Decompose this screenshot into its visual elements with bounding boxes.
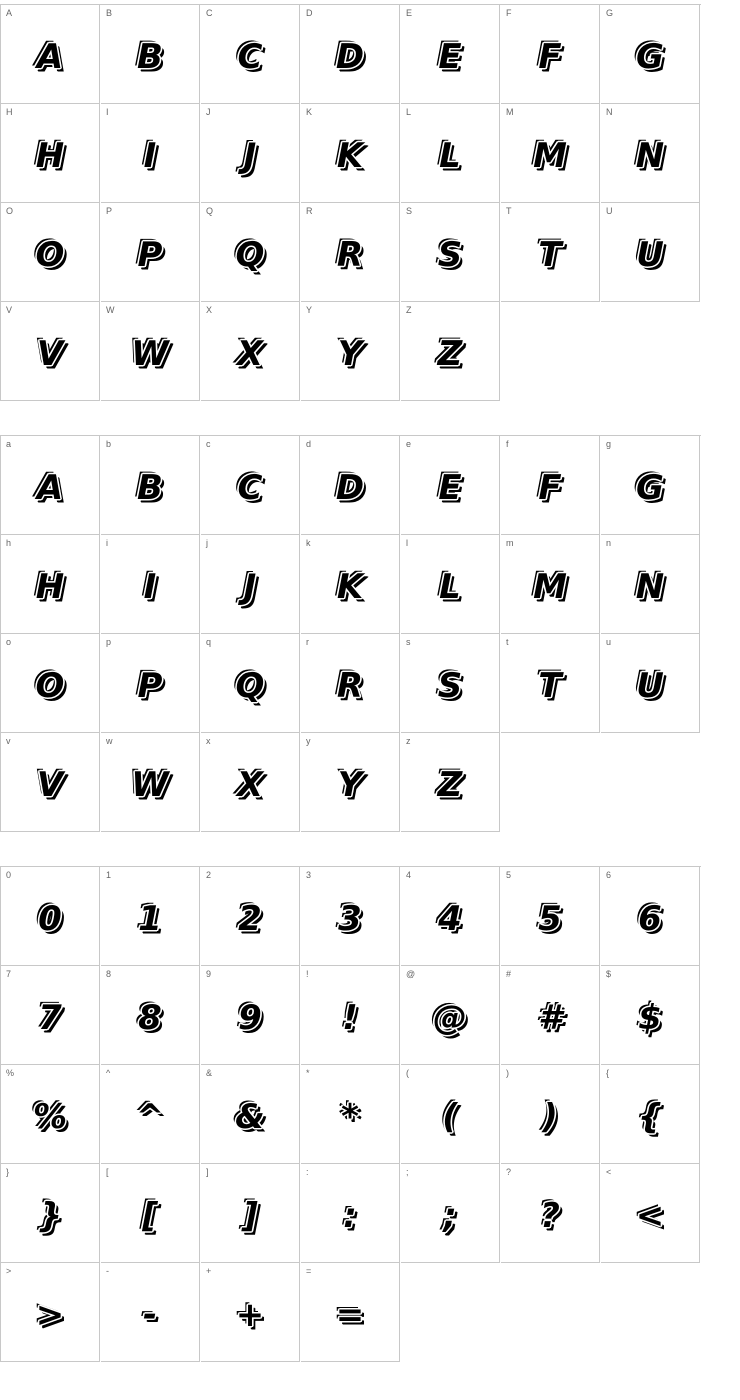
glyph-cell-label: h <box>6 538 12 548</box>
glyph-cell-label: 3 <box>306 870 312 880</box>
glyph-cell-label: b <box>106 439 112 449</box>
glyph-cell[interactable] <box>101 302 200 401</box>
glyph-cell-label: M <box>506 107 514 117</box>
glyph-cell-label: I <box>106 107 109 117</box>
glyph-cell-sample: : <box>343 1196 357 1236</box>
glyph-cell-label: J <box>206 107 211 117</box>
glyph-cell[interactable] <box>301 104 400 203</box>
glyph-cell[interactable] <box>401 1164 500 1263</box>
glyph-cell-label: } <box>6 1167 10 1177</box>
glyph-cell-label: E <box>406 8 413 18</box>
glyph-cell[interactable] <box>401 733 500 832</box>
glyph-cell[interactable] <box>501 634 600 733</box>
glyph-cell-label: @ <box>406 969 416 979</box>
glyph-cell-empty <box>601 733 700 832</box>
glyph-cell-sample: Q <box>235 235 265 275</box>
glyph-cell[interactable] <box>1 966 100 1065</box>
glyph-cell-label: e <box>406 439 412 449</box>
glyph-cell-label: 8 <box>106 969 112 979</box>
glyph-cell[interactable] <box>301 203 400 302</box>
glyph-cell-sample: # <box>538 998 562 1038</box>
glyph-cell[interactable] <box>1 867 100 966</box>
glyph-cell[interactable] <box>401 436 500 535</box>
glyph-cell-sample: P <box>137 666 163 706</box>
glyph-cell-sample: 6 <box>638 899 662 939</box>
glyph-cell[interactable] <box>1 5 100 104</box>
glyph-cell-sample: W <box>131 334 169 374</box>
glyph-cell[interactable] <box>101 1065 200 1164</box>
glyph-cell-sample: Q <box>235 666 265 706</box>
glyph-cell-label: 2 <box>206 870 212 880</box>
glyph-cell[interactable] <box>301 1065 400 1164</box>
glyph-cell-sample: Y <box>337 334 363 374</box>
glyph-cell[interactable] <box>101 634 200 733</box>
glyph-cell[interactable] <box>101 104 200 203</box>
glyph-cell-sample: 0 <box>38 899 62 939</box>
glyph-cell[interactable] <box>1 436 100 535</box>
glyph-cell[interactable] <box>501 5 600 104</box>
glyph-cell-sample: ; <box>443 1196 457 1236</box>
glyph-cell-label: 4 <box>406 870 412 880</box>
glyph-cell-label: { <box>606 1068 610 1078</box>
section-uppercase <box>0 4 740 401</box>
glyph-cell-label: S <box>406 206 413 216</box>
glyph-cell-label: g <box>606 439 612 449</box>
glyph-cell-empty <box>601 302 700 401</box>
glyph-cell-sample: 7 <box>38 998 62 1038</box>
glyph-cell-sample: > <box>35 1295 65 1335</box>
glyph-cell[interactable] <box>501 1065 600 1164</box>
glyph-cell-label: ] <box>206 1167 209 1177</box>
glyph-cell[interactable] <box>301 1164 400 1263</box>
glyph-cell-sample: ! <box>342 998 358 1038</box>
glyph-cell-label: 5 <box>506 870 512 880</box>
glyph-cell[interactable] <box>201 1164 300 1263</box>
glyph-cell-label: ? <box>506 1167 512 1177</box>
glyph-cell-sample: B <box>137 468 163 508</box>
glyph-cell[interactable] <box>1 1065 100 1164</box>
glyph-cell-sample: S <box>437 235 463 275</box>
glyph-cell[interactable] <box>401 634 500 733</box>
glyph-cell-sample: ) <box>542 1097 558 1137</box>
glyph-cell-sample: % <box>32 1097 68 1137</box>
glyph-cell[interactable] <box>201 1065 300 1164</box>
glyph-cell-label: s <box>406 637 411 647</box>
glyph-cell-sample: A <box>36 37 64 77</box>
glyph-cell-label: * <box>306 1068 310 1078</box>
glyph-cell-label: G <box>606 8 614 18</box>
glyph-cell-label: c <box>206 439 211 449</box>
glyph-cell[interactable] <box>1 203 100 302</box>
section-lowercase <box>0 435 740 832</box>
glyph-cell[interactable] <box>601 1065 700 1164</box>
glyph-cell[interactable] <box>501 1164 600 1263</box>
glyph-cell-sample: 5 <box>538 899 562 939</box>
glyph-cell-sample: H <box>35 567 65 607</box>
glyph-cell-label: ^ <box>106 1068 111 1078</box>
glyph-cell[interactable] <box>501 203 600 302</box>
glyph-cell-label: N <box>606 107 613 117</box>
glyph-cell-sample: D <box>335 468 365 508</box>
glyph-cell-label: ! <box>306 969 309 979</box>
glyph-cell-label: i <box>106 538 108 548</box>
glyph-cell[interactable] <box>1 1263 100 1362</box>
glyph-cell[interactable] <box>501 966 600 1065</box>
glyph-cell-sample: L <box>439 567 461 607</box>
glyph-cell[interactable] <box>501 535 600 634</box>
glyph-cell-empty <box>501 302 600 401</box>
glyph-cell-label: R <box>306 206 313 216</box>
glyph-cell-sample: H <box>35 136 65 176</box>
glyph-cell-sample: U <box>636 666 664 706</box>
glyph-cell[interactable] <box>201 302 300 401</box>
glyph-cell[interactable] <box>1 634 100 733</box>
glyph-cell[interactable] <box>301 436 400 535</box>
glyph-cell-sample: * <box>341 1097 359 1137</box>
glyph-cell-label: P <box>106 206 113 216</box>
glyph-cell-sample: P <box>137 235 163 275</box>
glyph-cell-label: + <box>206 1266 212 1276</box>
glyph-cell-sample: D <box>335 37 365 77</box>
glyph-cell-sample: 9 <box>238 998 262 1038</box>
glyph-cell-sample: O <box>35 235 65 275</box>
glyph-cell-label: O <box>6 206 14 216</box>
glyph-cell[interactable] <box>501 867 600 966</box>
glyph-cell-sample: Z <box>437 334 463 374</box>
glyph-cell-label: z <box>406 736 411 746</box>
glyph-cell-sample: J <box>243 136 257 176</box>
glyph-cell[interactable] <box>1 302 100 401</box>
glyph-cell-label: u <box>606 637 612 647</box>
glyph-cell[interactable] <box>601 104 700 203</box>
glyph-cell-sample: V <box>36 334 64 374</box>
glyph-cell[interactable] <box>201 867 300 966</box>
glyph-cell-label: D <box>306 8 313 18</box>
glyph-cell-label: A <box>6 8 13 18</box>
glyph-cell[interactable] <box>401 535 500 634</box>
glyph-cell-label: V <box>6 305 13 315</box>
glyph-cell-label: x <box>206 736 211 746</box>
glyph-cell-label: Q <box>206 206 214 216</box>
glyph-cell[interactable] <box>201 733 300 832</box>
glyph-cell[interactable] <box>1 1164 100 1263</box>
glyph-cell[interactable] <box>101 1164 200 1263</box>
glyph-cell-label: o <box>6 637 12 647</box>
glyph-grid-lowercase <box>0 435 701 832</box>
glyph-cell-label: w <box>106 736 113 746</box>
glyph-cell-label: - <box>106 1266 109 1276</box>
glyph-cell-label: ) <box>506 1068 509 1078</box>
glyph-cell[interactable] <box>301 867 400 966</box>
glyph-cell-label: < <box>606 1167 612 1177</box>
glyph-cell-sample: N <box>635 136 665 176</box>
glyph-cell[interactable] <box>201 535 300 634</box>
glyph-cell-empty <box>501 733 600 832</box>
glyph-cell-empty <box>401 1263 500 1362</box>
glyph-cell-sample: G <box>636 37 664 77</box>
glyph-cell-label: r <box>306 637 309 647</box>
glyph-cell-sample: @ <box>433 998 467 1038</box>
glyph-cell-label: Y <box>306 305 313 315</box>
glyph-cell-sample: 3 <box>338 899 362 939</box>
glyph-cell-label: f <box>506 439 509 449</box>
glyph-cell-sample: ^ <box>135 1097 165 1137</box>
glyph-cell[interactable] <box>101 5 200 104</box>
glyph-cell-label: v <box>6 736 11 746</box>
glyph-cell-sample: F <box>538 37 562 77</box>
glyph-cell[interactable] <box>201 436 300 535</box>
glyph-cell-label: C <box>206 8 213 18</box>
glyph-cell-sample: ( <box>442 1097 458 1137</box>
glyph-cell-label: X <box>206 305 213 315</box>
glyph-cell-label: y <box>306 736 311 746</box>
glyph-cell-sample: I <box>143 136 157 176</box>
glyph-cell-sample: M <box>533 567 567 607</box>
glyph-cell-sample: E <box>438 37 462 77</box>
glyph-cell[interactable] <box>201 5 300 104</box>
glyph-cell[interactable] <box>201 634 300 733</box>
glyph-cell-label: [ <box>106 1167 109 1177</box>
glyph-grid-uppercase <box>0 4 701 401</box>
section-spacer-1 <box>0 401 740 435</box>
glyph-grid-digits-symbols <box>0 866 701 1362</box>
glyph-cell[interactable] <box>201 1263 300 1362</box>
glyph-cell-sample: O <box>35 666 65 706</box>
glyph-cell[interactable] <box>401 966 500 1065</box>
glyph-cell-sample: F <box>538 468 562 508</box>
glyph-cell-label: F <box>506 8 512 18</box>
glyph-cell-label: q <box>206 637 212 647</box>
glyph-cell-label: # <box>506 969 512 979</box>
glyph-cell-sample: A <box>36 468 64 508</box>
glyph-cell-sample: M <box>533 136 567 176</box>
glyph-cell[interactable] <box>601 867 700 966</box>
glyph-cell[interactable] <box>101 535 200 634</box>
glyph-cell-label: k <box>306 538 311 548</box>
glyph-cell[interactable] <box>601 203 700 302</box>
glyph-cell-label: 1 <box>106 870 112 880</box>
glyph-cell[interactable] <box>201 966 300 1065</box>
glyph-cell-label: L <box>406 107 412 117</box>
glyph-cell-sample: N <box>635 567 665 607</box>
glyph-cell-sample: K <box>336 567 364 607</box>
glyph-cell[interactable] <box>401 1065 500 1164</box>
glyph-cell-sample: 4 <box>438 899 462 939</box>
glyph-cell[interactable] <box>101 1263 200 1362</box>
glyph-cell[interactable] <box>101 733 200 832</box>
glyph-cell-label: t <box>506 637 509 647</box>
glyph-cell-sample: R <box>336 666 364 706</box>
glyph-cell-sample: S <box>437 666 463 706</box>
glyph-cell-sample: E <box>438 468 462 508</box>
glyph-cell-sample: & <box>235 1097 265 1137</box>
glyph-cell-sample: B <box>137 37 163 77</box>
glyph-cell-sample: W <box>131 765 169 805</box>
glyph-cell[interactable] <box>301 535 400 634</box>
glyph-cell[interactable] <box>201 104 300 203</box>
glyph-cell-sample: C <box>237 468 263 508</box>
glyph-cell-sample: X <box>236 334 264 374</box>
glyph-cell-sample: - <box>142 1295 158 1335</box>
glyph-cell-sample: = <box>335 1295 365 1335</box>
glyph-cell-sample: V <box>36 765 64 805</box>
glyph-cell-sample: G <box>636 468 664 508</box>
glyph-cell-label: > <box>6 1266 12 1276</box>
glyph-cell[interactable] <box>401 104 500 203</box>
glyph-cell-sample: T <box>538 666 562 706</box>
glyph-cell-sample: } <box>37 1196 63 1236</box>
glyph-cell-sample: X <box>236 765 264 805</box>
glyph-cell[interactable] <box>301 733 400 832</box>
glyph-cell-label: H <box>6 107 13 117</box>
glyph-cell-label: W <box>106 305 115 315</box>
glyph-cell-sample: T <box>538 235 562 275</box>
glyph-cell-label: l <box>406 538 408 548</box>
glyph-cell[interactable] <box>1 535 100 634</box>
glyph-cell-sample: 2 <box>238 899 262 939</box>
glyph-cell[interactable] <box>101 867 200 966</box>
glyph-cell-label: ; <box>406 1167 409 1177</box>
glyph-cell[interactable] <box>501 436 600 535</box>
glyph-cell-label: 6 <box>606 870 612 880</box>
glyph-cell-label: 9 <box>206 969 212 979</box>
glyph-cell-sample: J <box>243 567 257 607</box>
section-digits-symbols <box>0 866 740 1362</box>
glyph-cell-empty <box>601 1263 700 1362</box>
glyph-cell-sample: R <box>336 235 364 275</box>
glyph-cell[interactable] <box>1 104 100 203</box>
glyph-cell-sample: + <box>235 1295 265 1335</box>
glyph-cell[interactable] <box>401 302 500 401</box>
glyph-cell-sample: K <box>336 136 364 176</box>
glyph-cell[interactable] <box>501 104 600 203</box>
glyph-cell-label: B <box>106 8 113 18</box>
glyph-cell-sample: [ <box>142 1196 158 1236</box>
glyph-cell-sample: { <box>637 1097 663 1137</box>
glyph-cell[interactable] <box>601 535 700 634</box>
glyph-cell[interactable] <box>601 436 700 535</box>
glyph-cell[interactable] <box>101 436 200 535</box>
glyph-cell-label: T <box>506 206 512 216</box>
glyph-cell-sample: Z <box>437 765 463 805</box>
glyph-cell[interactable] <box>301 5 400 104</box>
glyph-cell-label: p <box>106 637 112 647</box>
glyph-cell[interactable] <box>301 966 400 1065</box>
glyph-cell-label: 0 <box>6 870 12 880</box>
glyph-cell-label: Z <box>406 305 412 315</box>
glyph-cell[interactable] <box>101 966 200 1065</box>
glyph-cell[interactable] <box>401 867 500 966</box>
glyph-cell-label: = <box>306 1266 312 1276</box>
glyph-cell[interactable] <box>101 203 200 302</box>
glyph-cell-sample: < <box>635 1196 665 1236</box>
glyph-cell-sample: L <box>439 136 461 176</box>
glyph-cell-empty <box>501 1263 600 1362</box>
glyph-cell[interactable] <box>1 733 100 832</box>
glyph-cell-label: K <box>306 107 313 117</box>
glyph-cell[interactable] <box>201 203 300 302</box>
glyph-cell[interactable] <box>301 1263 400 1362</box>
glyph-cell[interactable] <box>601 634 700 733</box>
glyph-cell-sample: I <box>143 567 157 607</box>
glyph-cell-label: 7 <box>6 969 12 979</box>
glyph-cell-label: m <box>506 538 514 548</box>
glyph-cell-label: a <box>6 439 12 449</box>
glyph-cell-label: : <box>306 1167 309 1177</box>
glyph-cell[interactable] <box>401 5 500 104</box>
glyph-cell-label: j <box>206 538 208 548</box>
glyph-cell-label: n <box>606 538 612 548</box>
glyph-cell-sample: 1 <box>138 899 162 939</box>
glyph-cell-sample: ] <box>242 1196 258 1236</box>
glyph-cell-label: % <box>6 1068 15 1078</box>
glyph-cell[interactable] <box>301 302 400 401</box>
glyph-cell[interactable] <box>601 5 700 104</box>
glyph-cell-sample: ? <box>540 1196 560 1236</box>
glyph-cell-label: & <box>206 1068 213 1078</box>
glyph-cell[interactable] <box>601 1164 700 1263</box>
glyph-cell[interactable] <box>601 966 700 1065</box>
glyph-cell-label: ( <box>406 1068 409 1078</box>
glyph-cell-sample: C <box>237 37 263 77</box>
glyph-cell-label: $ <box>606 969 612 979</box>
glyph-cell[interactable] <box>401 203 500 302</box>
glyph-cell-label: d <box>306 439 312 449</box>
glyph-cell-label: U <box>606 206 613 216</box>
section-spacer-2 <box>0 832 740 866</box>
glyph-cell-sample: 8 <box>138 998 162 1038</box>
glyph-cell-sample: Y <box>337 765 363 805</box>
glyph-cell[interactable] <box>301 634 400 733</box>
glyph-cell-sample: U <box>636 235 664 275</box>
glyph-cell-sample: $ <box>638 998 662 1038</box>
